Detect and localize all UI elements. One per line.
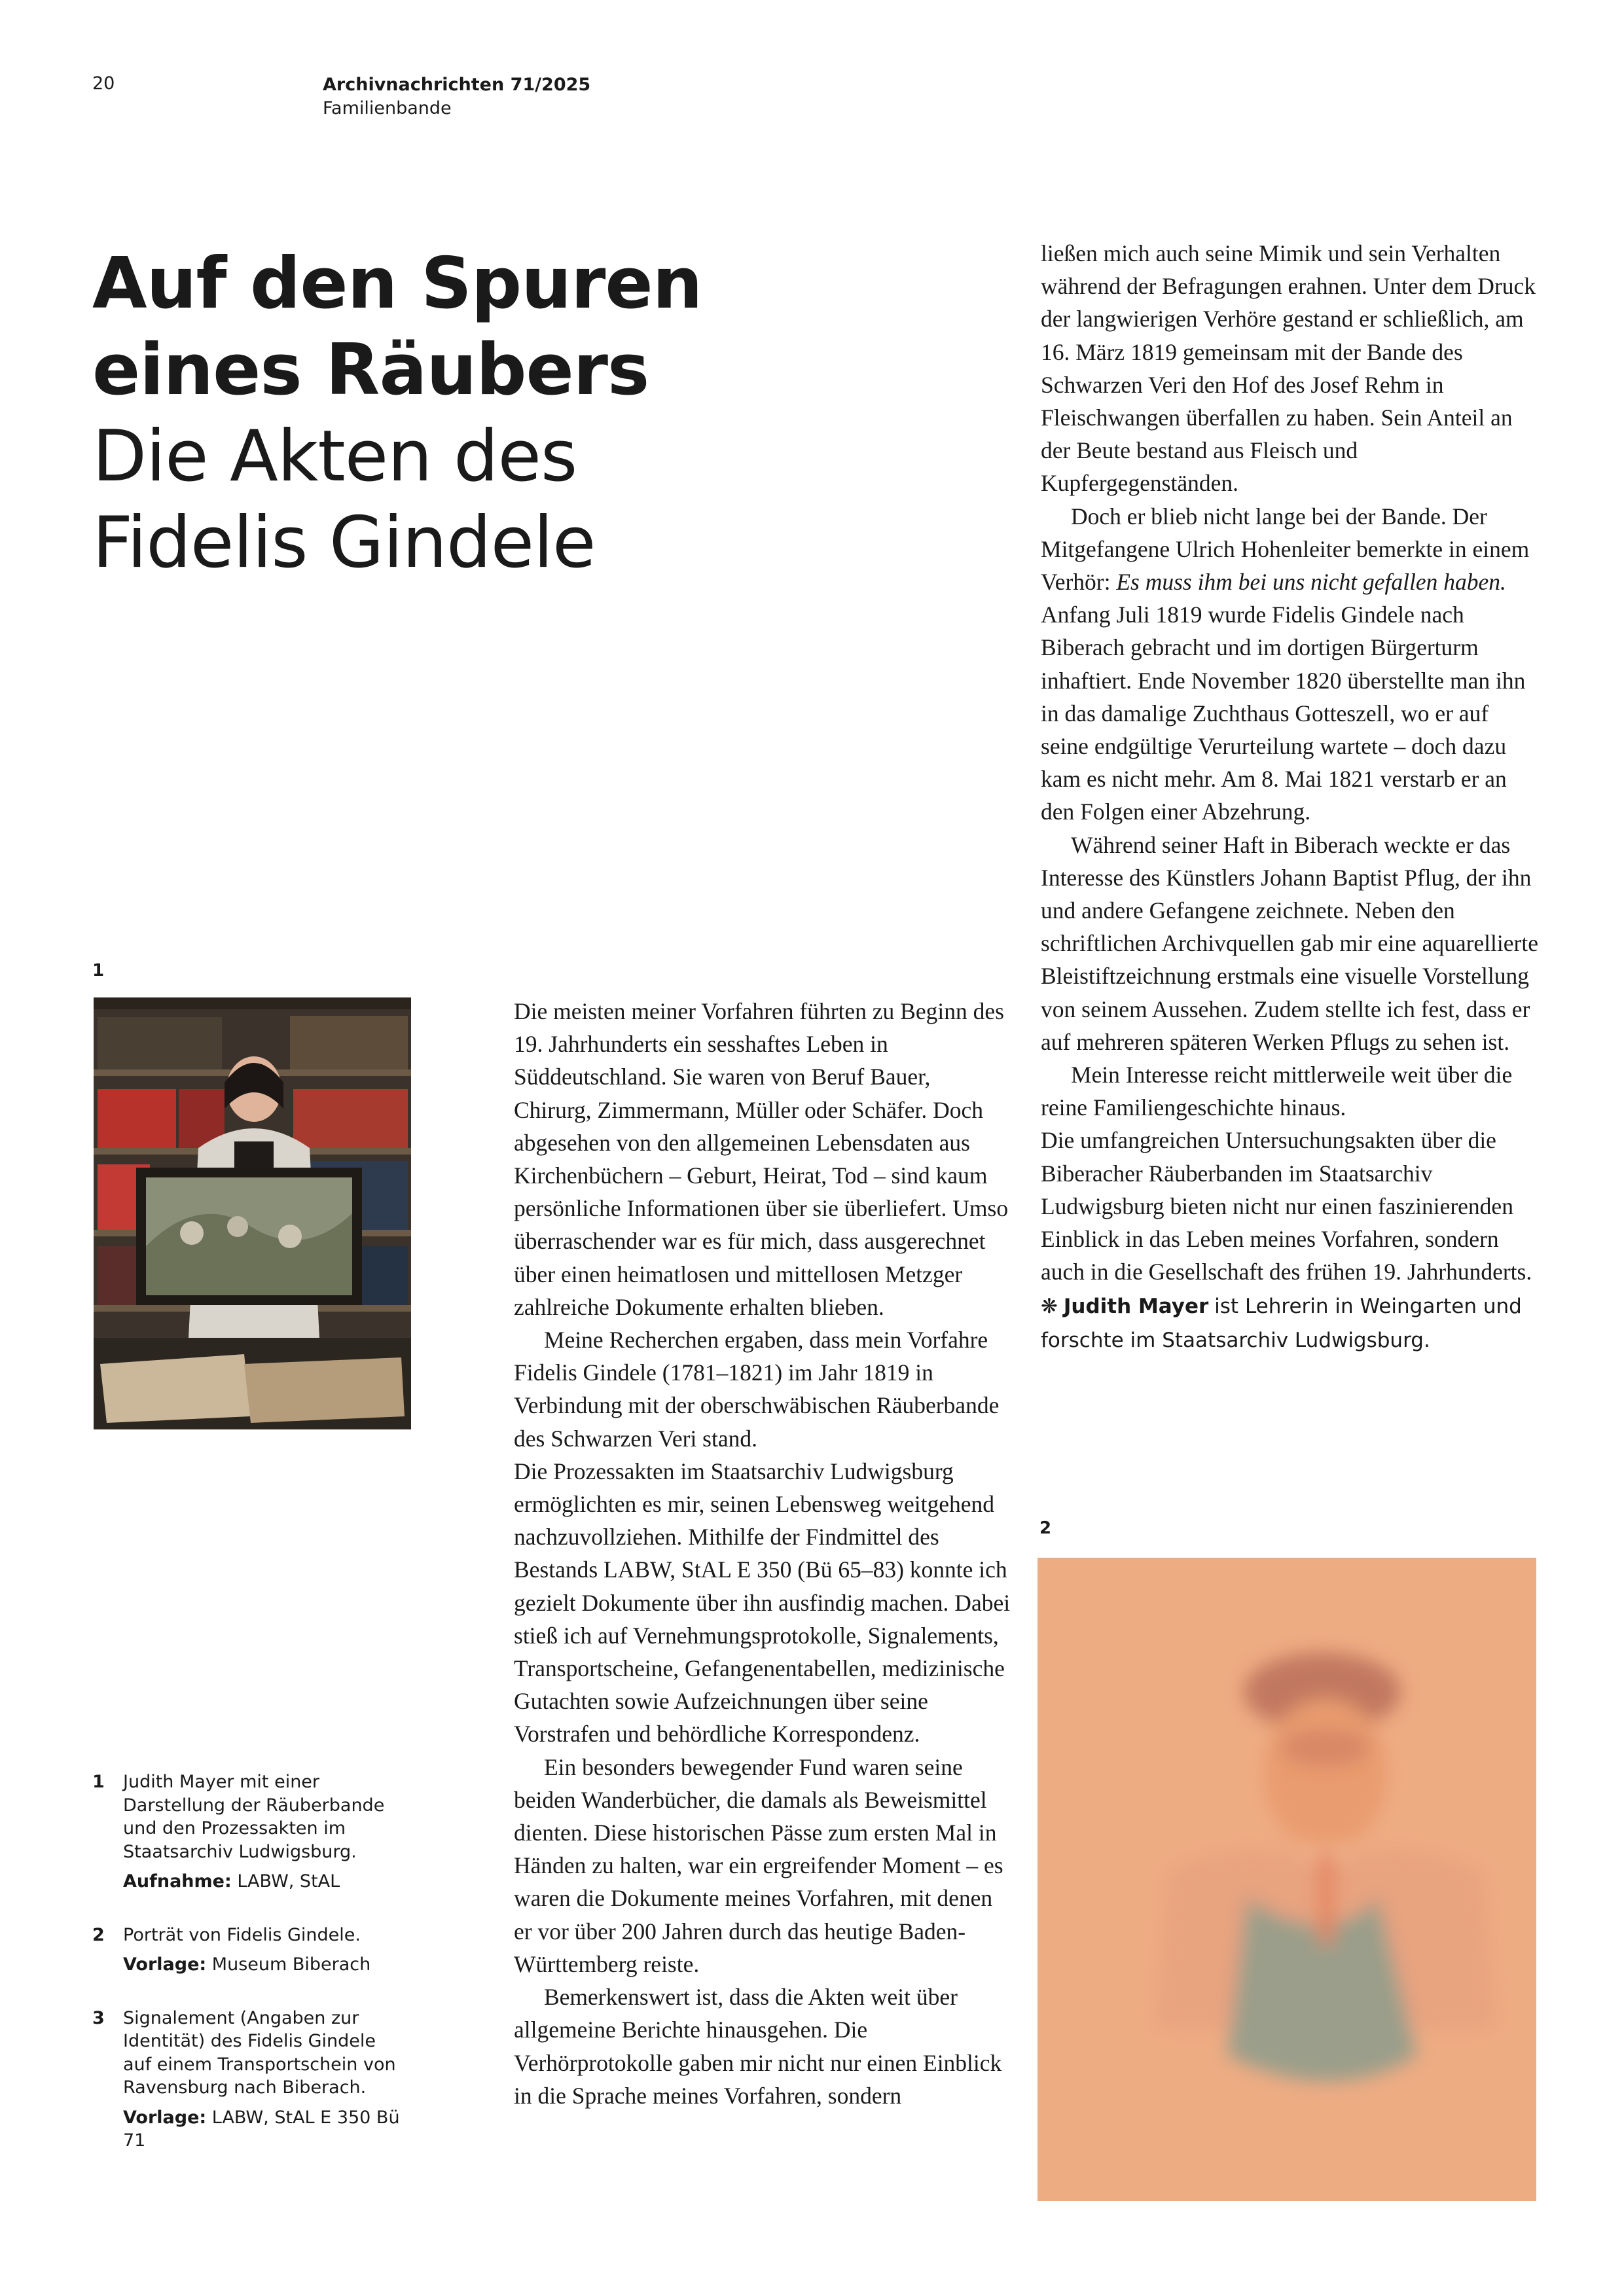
page-number: 20 — [92, 73, 115, 94]
title-line-2: eines Räubers — [92, 329, 649, 411]
caption-2 — [92, 1924, 400, 1977]
paragraph-text: Doch er blieb nicht lange bei der Bande. Der Mitgefangene Ulrich Hohenleiter bemerkte in einem Verhör: — [1041, 503, 1530, 596]
photo-judith-mayer — [94, 997, 411, 1429]
credit-value: Museum Biberach — [211, 1954, 371, 1975]
end-mark-icon: ❋ — [1041, 1294, 1058, 1318]
credit-label: Vorlage: — [123, 2107, 207, 2128]
paragraph-text: Anfang Juli 1819 wurde Fidelis Gindele nach Biberach gebracht und im dortigen Bürgerturm inhaftiert. Ende November 1820 überstellte man ihn in das damalige Zuchthaus Gotteszell, wo er auf seine endgültige Verurteilung wartete – doch dazu kam es nicht mehr. Am 8. Mai 1821 verstarb er an den Folgen einer Abzehrung. — [1041, 601, 1526, 825]
article-title — [92, 241, 747, 586]
credit-value: LABW, StAL — [237, 1871, 340, 1892]
paragraph: Die Prozessakten im Staatsarchiv Ludwigsburg ermöglichten es mir, seinen Lebensweg weitgehend nachzuvollziehen. Mithilfe der Findmittel des Bestands LABW, StAL E 350 (Bü 65–83) konnte ich gezielt Dokumente über ihn ausfindig machen. Dabei stieß ich auf Vernehmungsprotokolle, Signalements, Transportscheine, Gefangenentabellen, medizinische Gutachten sowie Aufzeichnungen über seine Vorstrafen und behördliche Korrespondenz. — [514, 1458, 1011, 1748]
paragraph-text: Die umfangreichen Untersuchungsakten über die Biberacher Räuberbanden im Staatsarchiv Ludwigsburg bieten nicht nur einen faszinierenden Einblick in das Leben meines Vorfahren, sondern auch in die Gesellschaft des frühen 19. Jahrhunderts. — [1041, 1127, 1532, 1285]
paragraph: ließen mich auch seine Mimik und sein Verhalten während der Befragungen erahnen. Unter dem Druck der langwierigen Verhöre gestand er schließlich, am 16. März 1819 gemeinsam mit der Bande des Schwarzen Veri den Hof des Josef Rehm in Fleischwangen überfallen zu haben. Sein Anteil an der Beute bestand aus Fleisch und Kupfergegenständen. — [1041, 240, 1536, 497]
caption-1 — [92, 1770, 400, 1893]
quote: Es muss ihm bei uns nicht gefallen haben. — [1116, 569, 1506, 596]
caption-number: 3 — [92, 2007, 105, 2028]
paragraph — [1041, 1124, 1542, 1356]
caption-text: Porträt von Fidelis Gindele. — [123, 1924, 361, 1945]
subtitle-line-1: Die Akten des — [92, 416, 577, 497]
author-name: Judith Mayer — [1063, 1294, 1209, 1318]
credit-label: Vorlage: — [123, 1954, 207, 1975]
paragraph: Bemerkenswert ist, dass die Akten weit über allgemeine Berichte hinausgehen. Die Verhörprotokolle gaben mir nicht nur einen Einblick in die Sprache meines Vorfahren, sondern — [514, 1984, 1002, 2109]
section-name: Familienbande — [323, 98, 452, 118]
article-column-1 — [514, 995, 1011, 2112]
author-bio: ist Lehrerin in Weingarten und forschte im Staatsarchiv Ludwigsburg. — [1041, 1294, 1522, 1352]
photo-illustration — [94, 997, 411, 1429]
paragraph: Die meisten meiner Vorfahren führten zu Beginn des 19. Jahrhunderts ein sesshaftes Leben in Süddeutschland. Sie waren von Beruf Bauer, Chirurg, Zimmermann, Müller oder Schäfer. Doch abgesehen von den allgemeinen Lebensdaten aus Kirchenbüchern – Geburt, Heirat, Tod – sind kaum persönliche Informationen über sie überliefert. Umso überraschender war es für mich, dass ausgerechnet über einen heimatlosen und mittellosen Metzger zahlreiche Dokumente erhalten blieben. — [514, 998, 1009, 1320]
paragraph: Während seiner Haft in Biberach weckte er das Interesse des Künstlers Johann Baptist Pflug, der ihn und andere Gefangene zeichnete. Neben den schriftlichen Archivquellen gab mir eine aquarellierte Bleistiftzeichnung erstmals eine visuelle Vorstellung von seinem Aussehen. Zudem stellte ich fest, dass er auf mehreren späteren Werken Pflugs zu sehen ist. — [1041, 831, 1538, 1055]
paragraph: Meine Recherchen ergaben, dass mein Vorfahre Fidelis Gindele (1781–1821) im Jahr 1819 in Verbindung mit der oberschwäbischen Räuberbande des Schwarzen Veri stand. — [514, 1327, 1000, 1452]
figure-1-label: 1 — [92, 961, 105, 980]
paragraph: Ein besonders bewegender Fund waren seine beiden Wanderbücher, die damals als Beweismittel dienten. Diese historischen Pässe zum ersten Mal in Händen zu halten, war ein ergreifender Moment – es waren die Dokumente meines Vorfahren, mit denen er vor über 200 Jahren durch das heutige Baden-Württemberg reiste. — [514, 1753, 1003, 1977]
caption-text: Signalement (Angaben zur Identität) des Fidelis Gindele auf einem Transportschein von Ravensburg nach Biberach. — [123, 2007, 396, 2098]
paragraph — [1041, 500, 1542, 829]
captions — [92, 1770, 400, 2183]
publication-title: Archivnachrichten 71/2025 — [323, 75, 591, 95]
caption-number: 1 — [92, 1772, 105, 1792]
figure-2-label: 2 — [1039, 1518, 1052, 1538]
article-column-2 — [1041, 237, 1542, 1357]
caption-number: 2 — [92, 1924, 105, 1945]
publication-header — [323, 73, 590, 120]
credit-label: Aufnahme: — [123, 1871, 232, 1892]
title-line-1: Auf den Spuren — [92, 243, 702, 325]
caption-credit — [123, 2106, 400, 2153]
portrait-fidelis-gindele — [1038, 1558, 1536, 2201]
portrait-illustration — [1038, 1558, 1536, 2201]
caption-credit — [123, 1870, 400, 1893]
subtitle-line-2: Fidelis Gindele — [92, 502, 596, 584]
caption-credit — [123, 1953, 400, 1977]
paragraph: Mein Interesse reicht mittlerweile weit über die reine Familiengeschichte hinaus. — [1041, 1062, 1513, 1121]
credit-value: LABW, StAL E 350 Bü 71 — [123, 2107, 400, 2151]
caption-3 — [92, 2007, 400, 2153]
caption-text: Judith Mayer mit einer Darstellung der Räuberbande und den Prozessakten im Staatsarchiv Ludwigsburg. — [123, 1772, 385, 1862]
